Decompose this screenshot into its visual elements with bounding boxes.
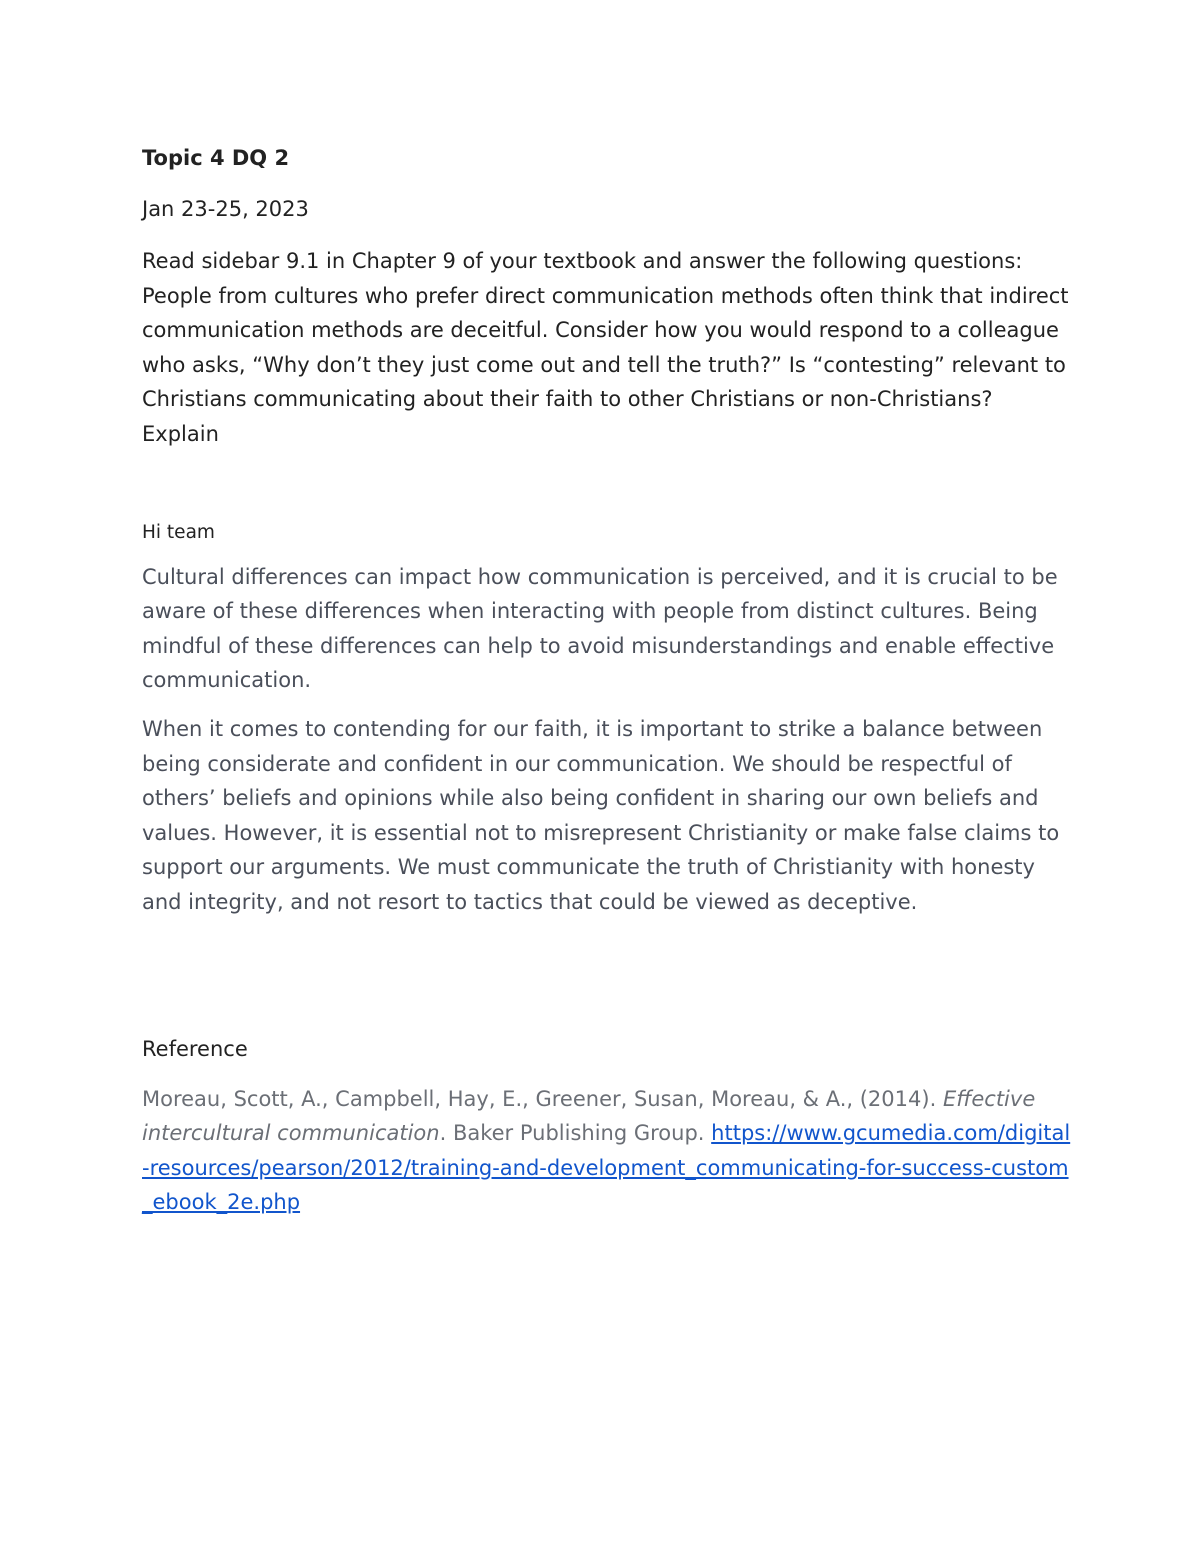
reference-heading: Reference xyxy=(142,1036,248,1061)
reference-book-title: Effective intercultural communication xyxy=(142,1086,1036,1146)
response-paragraph-2: When it comes to contending for our faith, it is important to strike a balance between being considerate and confident in our communication. We should be respectful of others’ beliefs and opinions while also being confident in sharing our own beliefs and values. However, it is essential not to misrepresent Christianity or make false claims to support our arguments. We must communicate the truth of Christianity with honesty and integrity, and not resort to tactics that could be viewed as deceptive. xyxy=(142,716,1060,914)
reference-entry xyxy=(142,1082,1072,1220)
reference-authors: Moreau, Scott, A., Campbell, Hay, E., Greener, Susan, Moreau, & A., (2014). xyxy=(142,1086,937,1111)
response-paragraph-1: Cultural differences can impact how communication is perceived, and it is crucial to be aware of these differences when interacting with people from distinct cultures. Being mindful of these differences can help to avoid misunderstandings and enable effective communication. xyxy=(142,564,1058,693)
reference-publisher: . Baker Publishing Group. xyxy=(439,1121,705,1146)
discussion-prompt: Read sidebar 9.1 in Chapter 9 of your textbook and answer the following questions: People from cultures who prefer direct communication methods often think that indirect communication methods are deceitful. Consider how you would respond to a colleague who asks, “Why don’t they just come out and tell the truth?” Is “contesting” relevant to Christians communicating about their faith to other Christians or non-Christians? Explain xyxy=(142,249,1069,446)
document-title: Topic 4 DQ 2 xyxy=(142,146,290,170)
reference-link[interactable]: https://www.gcumedia.com/digital-resources/pearson/2012/training-and-development_communicating-for-success-custom_ebook_2e.php xyxy=(142,1121,1071,1215)
document-date: Jan 23-25, 2023 xyxy=(142,197,309,221)
greeting: Hi team xyxy=(142,521,215,543)
